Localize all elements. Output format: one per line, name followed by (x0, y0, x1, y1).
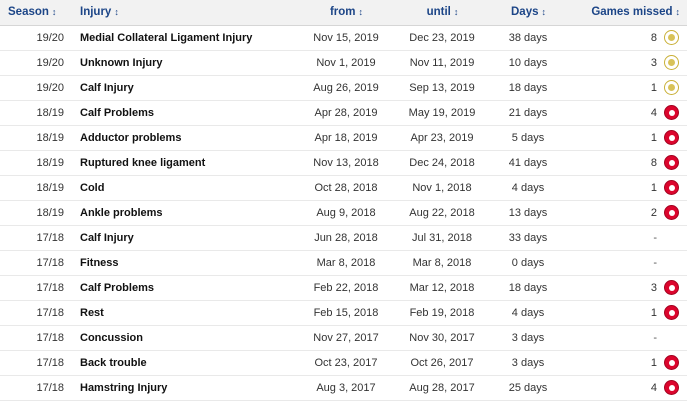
games-missed-wrap (574, 205, 679, 220)
table-row (0, 25, 687, 50)
games-missed-wrap (574, 355, 679, 370)
cell-from: Apr 18, 2019 (298, 125, 394, 150)
cell-until: May 19, 2019 (394, 100, 490, 125)
cell-from: Aug 9, 2018 (298, 200, 394, 225)
club-badge-bayern-munich-icon[interactable] (664, 105, 679, 120)
cell-injury: Calf Problems (72, 275, 298, 300)
cell-season: 18/19 (0, 150, 72, 175)
club-badge-bayern-munich-icon[interactable] (664, 180, 679, 195)
games-missed-value: 1 (650, 131, 657, 144)
cell-until: Mar 8, 2018 (394, 250, 490, 275)
table-row (0, 75, 687, 100)
club-badge-none-icon (664, 230, 679, 245)
cell-injury: Rest (72, 300, 298, 325)
table-body (0, 25, 687, 400)
column-header-season[interactable] (0, 0, 72, 25)
column-header-season-label: Season (8, 6, 49, 19)
table-row (0, 175, 687, 200)
cell-games-missed (566, 100, 687, 125)
cell-injury: Cold (72, 175, 298, 200)
club-badge-none-icon (664, 330, 679, 345)
club-badge-bayern-munich-icon[interactable] (664, 130, 679, 145)
cell-until: Sep 13, 2019 (394, 75, 490, 100)
cell-days: 3 days (490, 325, 566, 350)
cell-from: Nov 15, 2019 (298, 25, 394, 50)
cell-days: 21 days (490, 100, 566, 125)
club-badge-real-madrid-icon[interactable] (664, 30, 679, 45)
cell-season: 17/18 (0, 300, 72, 325)
games-missed-wrap (574, 55, 679, 70)
cell-from: Aug 26, 2019 (298, 75, 394, 100)
cell-until: Aug 28, 2017 (394, 375, 490, 400)
cell-games-missed (566, 275, 687, 300)
sort-arrows-icon[interactable]: ↕ (675, 6, 679, 17)
cell-from: Feb 15, 2018 (298, 300, 394, 325)
cell-season: 17/18 (0, 375, 72, 400)
games-missed-wrap (574, 330, 679, 345)
games-missed-wrap (574, 80, 679, 95)
cell-until: Nov 30, 2017 (394, 325, 490, 350)
cell-injury: Calf Injury (72, 225, 298, 250)
club-badge-real-madrid-icon[interactable] (664, 55, 679, 70)
games-missed-value: 3 (650, 56, 657, 69)
cell-injury: Calf Problems (72, 100, 298, 125)
cell-games-missed (566, 125, 687, 150)
games-missed-wrap (574, 155, 679, 170)
games-missed-wrap (574, 380, 679, 395)
cell-from: Nov 1, 2019 (298, 50, 394, 75)
table-row (0, 225, 687, 250)
games-missed-wrap (574, 30, 679, 45)
cell-season: 17/18 (0, 250, 72, 275)
cell-from: Nov 13, 2018 (298, 150, 394, 175)
games-missed-wrap (574, 130, 679, 145)
cell-from: Mar 8, 2018 (298, 250, 394, 275)
cell-season: 17/18 (0, 225, 72, 250)
cell-games-missed (566, 350, 687, 375)
column-header-from[interactable] (298, 0, 394, 25)
table-header (0, 0, 687, 25)
cell-injury: Ankle problems (72, 200, 298, 225)
table-row (0, 100, 687, 125)
column-header-games-missed[interactable] (566, 0, 687, 25)
column-header-injury[interactable] (72, 0, 298, 25)
cell-until: Jul 31, 2018 (394, 225, 490, 250)
cell-days: 4 days (490, 175, 566, 200)
games-missed-value: 8 (650, 156, 657, 169)
cell-days: 13 days (490, 200, 566, 225)
club-badge-real-madrid-icon[interactable] (664, 80, 679, 95)
column-header-from-label: from (329, 6, 356, 19)
table-row (0, 325, 687, 350)
cell-from: Apr 28, 2019 (298, 100, 394, 125)
cell-until: Nov 11, 2019 (394, 50, 490, 75)
cell-days: 41 days (490, 150, 566, 175)
cell-injury: Back trouble (72, 350, 298, 375)
games-missed-value: 1 (650, 306, 657, 319)
cell-from: Nov 27, 2017 (298, 325, 394, 350)
cell-days: 10 days (490, 50, 566, 75)
cell-from: Aug 3, 2017 (298, 375, 394, 400)
cell-season: 18/19 (0, 175, 72, 200)
table-row (0, 250, 687, 275)
cell-days: 38 days (490, 25, 566, 50)
games-missed-value: 3 (650, 281, 657, 294)
cell-injury: Fitness (72, 250, 298, 275)
games-missed-value: 4 (650, 381, 657, 394)
club-badge-bayern-munich-icon[interactable] (664, 155, 679, 170)
cell-season: 19/20 (0, 75, 72, 100)
cell-season: 17/18 (0, 275, 72, 300)
cell-injury: Adductor problems (72, 125, 298, 150)
games-missed-value: - (653, 256, 657, 269)
games-missed-wrap (574, 280, 679, 295)
games-missed-value: - (653, 231, 657, 244)
table-row (0, 125, 687, 150)
cell-until: Feb 19, 2018 (394, 300, 490, 325)
table-row (0, 50, 687, 75)
club-badge-bayern-munich-icon[interactable] (664, 355, 679, 370)
cell-from: Jun 28, 2018 (298, 225, 394, 250)
cell-injury: Ruptured knee ligament (72, 150, 298, 175)
cell-days: 25 days (490, 375, 566, 400)
cell-games-missed (566, 300, 687, 325)
table-row (0, 275, 687, 300)
cell-until: Oct 26, 2017 (394, 350, 490, 375)
club-badge-bayern-munich-icon[interactable] (664, 380, 679, 395)
cell-injury: Concussion (72, 325, 298, 350)
cell-days: 18 days (490, 275, 566, 300)
cell-season: 19/20 (0, 25, 72, 50)
games-missed-value: 4 (650, 106, 657, 119)
sort-arrows-icon[interactable]: ↕ (453, 6, 458, 17)
column-header-until-label: until (426, 6, 451, 19)
cell-injury: Unknown Injury (72, 50, 298, 75)
games-missed-wrap (574, 180, 679, 195)
cell-season: 17/18 (0, 325, 72, 350)
cell-until: Nov 1, 2018 (394, 175, 490, 200)
cell-games-missed (566, 325, 687, 350)
cell-days: 33 days (490, 225, 566, 250)
cell-until: Aug 22, 2018 (394, 200, 490, 225)
cell-games-missed (566, 250, 687, 275)
cell-from: Feb 22, 2018 (298, 275, 394, 300)
games-missed-wrap (574, 255, 679, 270)
cell-injury: Calf Injury (72, 75, 298, 100)
cell-season: 17/18 (0, 350, 72, 375)
table-row (0, 150, 687, 175)
games-missed-value: 1 (650, 356, 657, 369)
table-row (0, 375, 687, 400)
table-header-row (0, 0, 687, 25)
cell-games-missed (566, 175, 687, 200)
cell-days: 0 days (490, 250, 566, 275)
cell-days: 5 days (490, 125, 566, 150)
games-missed-wrap (574, 230, 679, 245)
column-header-until[interactable] (394, 0, 490, 25)
cell-until: Mar 12, 2018 (394, 275, 490, 300)
games-missed-value: 1 (650, 181, 657, 194)
cell-from: Oct 28, 2018 (298, 175, 394, 200)
cell-games-missed (566, 225, 687, 250)
sort-arrows-icon[interactable]: ↕ (541, 6, 545, 17)
cell-from: Oct 23, 2017 (298, 350, 394, 375)
games-missed-value: 1 (650, 81, 657, 94)
cell-days: 3 days (490, 350, 566, 375)
cell-games-missed (566, 50, 687, 75)
games-missed-value: - (653, 331, 657, 344)
club-badge-bayern-munich-icon[interactable] (664, 280, 679, 295)
cell-games-missed (566, 150, 687, 175)
games-missed-value: 2 (650, 206, 657, 219)
cell-games-missed (566, 200, 687, 225)
column-header-days-label: Days (511, 6, 539, 19)
cell-games-missed (566, 375, 687, 400)
cell-injury: Medial Collateral Ligament Injury (72, 25, 298, 50)
games-missed-value: 8 (650, 31, 657, 44)
games-missed-wrap (574, 305, 679, 320)
cell-games-missed (566, 25, 687, 50)
cell-injury: Hamstring Injury (72, 375, 298, 400)
table-row (0, 300, 687, 325)
cell-games-missed (566, 75, 687, 100)
cell-season: 19/20 (0, 50, 72, 75)
sort-arrows-icon[interactable]: ↕ (358, 6, 363, 17)
sort-arrows-icon[interactable]: ↕ (51, 6, 56, 17)
cell-until: Apr 23, 2019 (394, 125, 490, 150)
column-header-injury-label: Injury (80, 6, 112, 19)
cell-days: 18 days (490, 75, 566, 100)
cell-days: 4 days (490, 300, 566, 325)
cell-until: Dec 24, 2018 (394, 150, 490, 175)
club-badge-bayern-munich-icon[interactable] (664, 205, 679, 220)
column-header-games-missed-label: Games missed (591, 6, 673, 19)
cell-season: 18/19 (0, 125, 72, 150)
cell-until: Dec 23, 2019 (394, 25, 490, 50)
club-badge-none-icon (664, 255, 679, 270)
sort-arrows-icon[interactable]: ↕ (114, 6, 118, 17)
table-row (0, 200, 687, 225)
cell-season: 18/19 (0, 100, 72, 125)
cell-season: 18/19 (0, 200, 72, 225)
games-missed-wrap (574, 105, 679, 120)
column-header-days[interactable] (490, 0, 566, 25)
club-badge-bayern-munich-icon[interactable] (664, 305, 679, 320)
table-row (0, 350, 687, 375)
